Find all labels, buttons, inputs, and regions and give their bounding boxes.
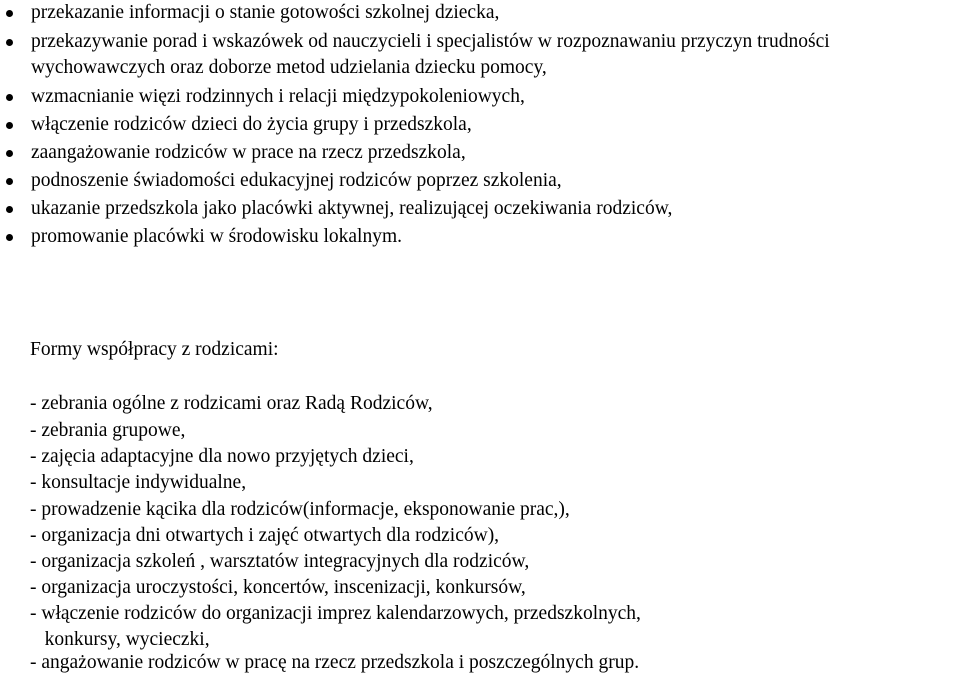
section-heading: Formy współpracy z rodzicami: (30, 339, 279, 360)
list-item: - zajęcia adaptacyjne dla nowo przyjętych dzieci, (30, 446, 414, 467)
list-item-text-continuation: wychowawczych oraz doborze metod udzielania dziecku pomocy, (31, 57, 547, 78)
list-item: - angażowanie rodziców w pracę na rzecz przedszkola i poszczególnych grup. (30, 652, 640, 673)
list-item: - zebrania grupowe, (30, 420, 186, 441)
list-item-text: zaangażowanie rodziców w prace na rzecz przedszkola, (31, 142, 466, 163)
list-item: - organizacja uroczystości, koncertów, inscenizacji, konkursów, (30, 577, 526, 598)
list-item-text: włączenie rodziców dzieci do życia grupy i przedszkola, (31, 114, 472, 135)
list-item-text: przekazywanie porad i wskazówek od nauczycieli i specjalistów w rozpoznawaniu przyczyn trudności (31, 31, 830, 52)
list-item: - prowadzenie kącika dla rodziców(informacje, eksponowanie prac,), (30, 499, 570, 520)
bullet-icon (6, 206, 13, 213)
list-item-text: przekazanie informacji o stanie gotowości szkolnej dziecka, (31, 2, 500, 23)
bullet-icon (6, 39, 13, 46)
bullet-icon (6, 122, 13, 129)
list-item: - organizacja dni otwartych i zajęć otwartych dla rodziców), (30, 525, 500, 546)
list-item-text: ukazanie przedszkola jako placówki aktywnej, realizującej oczekiwania rodziców, (31, 198, 673, 219)
bullet-icon (6, 234, 13, 241)
list-item: - konsultacje indywidualne, (30, 472, 247, 493)
bullet-icon (6, 94, 13, 101)
list-item-continuation: konkursy, wycieczki, (30, 629, 210, 650)
list-item: - zebrania ogólne z rodzicami oraz Radą Rodziców, (30, 393, 433, 414)
list-item-text: podnoszenie świadomości edukacyjnej rodziców poprzez szkolenia, (31, 170, 562, 191)
list-item: - włączenie rodziców do organizacji imprez kalendarzowych, przedszkolnych, (30, 603, 641, 624)
bullet-icon (6, 178, 13, 185)
bullet-icon (6, 150, 13, 157)
list-item-text: promowanie placówki w środowisku lokalnym. (31, 226, 402, 247)
list-item: - organizacja szkoleń , warsztatów integracyjnych dla rodziców, (30, 551, 530, 572)
list-item-text: wzmacnianie więzi rodzinnych i relacji międzypokoleniowych, (31, 86, 525, 107)
bullet-icon (6, 10, 13, 17)
